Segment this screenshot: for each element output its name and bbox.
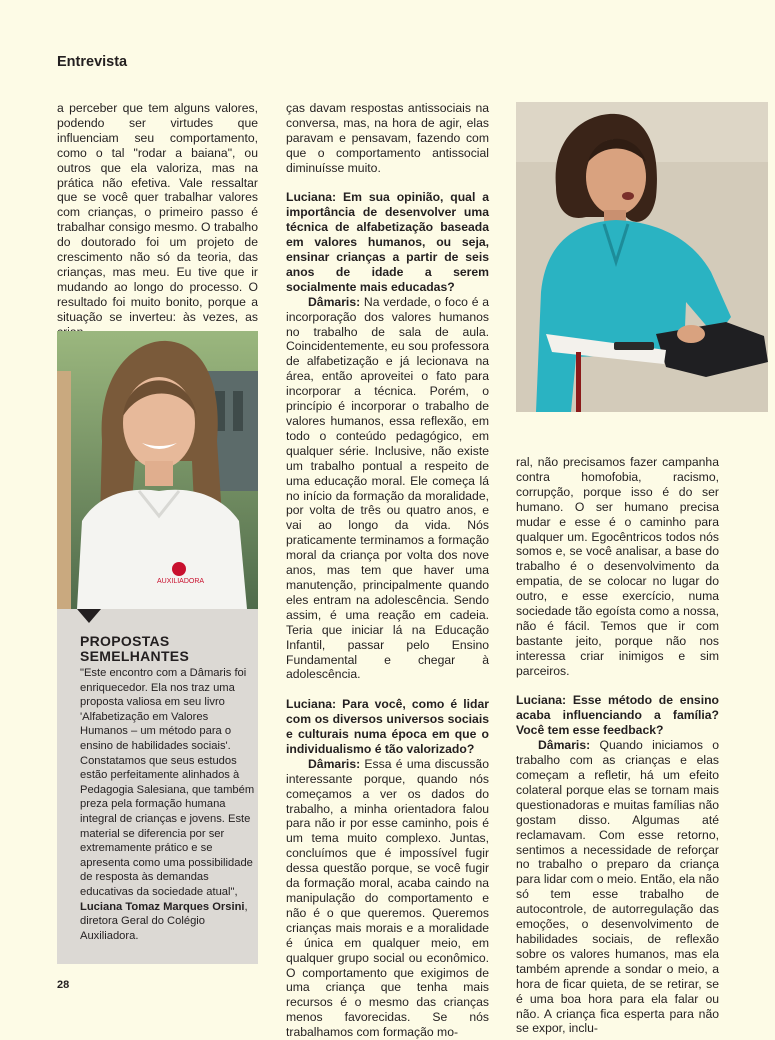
article-paragraph: ral, não precisamos fazer campanha contra homofobia, racismo, corrupção, porque isso é do ser humano. O ser humano precisa mudar e esse é o caminho para qualquer um. Egocêntricos todos nós somos e, se você analisar, a base do trabalho é o desenvolvimento da empatia, de se colocar no lugar do outro, e esse exercício, numa sociedade tão egoísta como a nossa, não é fácil. Temos que ir com bastante jeito, porque não nos interessa criar inimigos e sim parceiros. [516, 455, 719, 678]
school-logo-text: AUXILIADORA [157, 578, 205, 585]
interview-answer [286, 757, 489, 1040]
answer-text: Essa é uma discussão interessante porque, quando nós começamos a ver os dados do trabalho, a minha orientadora falou para não ir por esse caminho, pois é um tema muito complexo. Juntas, concluímos que é impossível fugir dessa questão porque, se você fugir da formação moral, acaba caindo na manipulação do comportamento e não é o que queremos. Queremos crianças mais morais e a moralidade é única em qualquer meio, em qualquer grupo social ou econômico. O comportamento que exigimos de uma criança que tenha mais recursos é o mesmo das crianças menos favorecidas. Se nós trabalhamos com formação mo- [286, 756, 489, 1040]
section-label: Entrevista [57, 54, 128, 70]
answer-speaker: Dâmaris: [538, 738, 591, 753]
article-column-1 [57, 101, 258, 340]
sidebar-title [80, 634, 189, 664]
interview-question: Luciana: Para você, como é lidar com os diversos universos sociais e culturais numa época em que o individualismo é tão valorizado? [286, 697, 489, 756]
photo-luciana-illustration [57, 331, 258, 609]
sidebar-arrow [77, 609, 101, 623]
page-number: 28 [57, 979, 70, 991]
sidebar-author: Luciana Tomaz Marques Orsini [80, 900, 245, 913]
sidebar-box [57, 609, 258, 964]
article-column-3 [516, 455, 719, 1036]
article-paragraph: a perceber que tem alguns valores, podendo ser virtudes que influenciam seu comportamento, como o tal "rodar a baiana", ou outros que ela valoriza, mas na prática não efetiva. Vale ressaltar que se você quer trabalhar valores com crianças, o primeiro passo é trabalhar consigo mesmo. O trabalho do doutorado foi um projeto de crescimento não só da teoria, das crianças, mas meu. Eu tive que ir mudando ao longo do processo. O resultado foi muito bonito, porque a situação se inverteu: às vezes, as [57, 101, 258, 324]
interview-answer [516, 738, 719, 1036]
interview-question: Luciana: Esse método de ensino acaba influenciando a família? Você tem esse feedback? [516, 693, 719, 738]
interview-answer [286, 295, 489, 683]
answer-speaker: Dâmaris: [308, 756, 361, 771]
sidebar-title-line2: SEMELHANTES [80, 648, 190, 664]
photo-damaris [516, 102, 768, 412]
school-logo-icon [172, 562, 186, 576]
sidebar-title-line1: PROPOSTAS [80, 633, 170, 649]
article-paragraph: ças davam respostas antissociais na conversa, mas, na hora de agir, elas paravam e pensavam, fazendo com que o comportamento antissocial diminuísse muito. [286, 101, 489, 175]
sidebar-author-role: , diretora Geral do Colégio Auxiliadora. [80, 900, 248, 942]
interview-question: Luciana: Em sua opinião, qual a importância de desenvolver uma técnica de alfabetização baseada em valores humanos, ou seja, ensinar crianças a partir de seis anos de idade a serem socialmente mais educadas? [286, 190, 489, 294]
answer-speaker: Dâmaris: [308, 294, 361, 309]
photo-damaris-illustration [516, 102, 768, 412]
sidebar-quote [80, 666, 256, 943]
answer-text: Na verdade, o foco é a incorporação dos valores humanos no trabalho de sala de aula. Coincidentemente, eu sou professora de alfabetização e já lecionava na área, então aproveitei o fato para incorporar a técnica. Porém, o princípio é incorporar o trabalho de valores humanos, essa reflexão, em todo o conteúdo pedagógico, em qualquer série. Inclusive, não existe um trabalho pontual a respeito de uma educação moral. Ele começa lá no início da formação da moralidade, por volta de três ou quatro anos, e vai ao longo da vida. Nós praticamente terminamos a formação moral da criança por volta dos nove anos, mas tem que haver uma manutenção, principalmente quando eles entram na adolescência. Sendo assim, é uma reação em cadeia. Teria que iniciar lá na Educação Infantil, passar pelo Ensino Fundamental e chegar à adolescência. [286, 294, 489, 682]
answer-text: Quando iniciamos o trabalho com as crianças e elas começam a refletir, há um efeito colateral porque elas se tornam mais questionadoras e muitas famílias não gostam disso. Algumas até reclamavam. Com esse retorno, sentimos a necessidade de reforçar no trabalho o preparo da criança para lidar com o meio. Então, ela não só tem esse trabalho de autocontrole, de autorregulação das emoções, o desenvolvimento de habilidades sociais, de reflexão sobre os valores humanos, mas ela também aprende a sondar o meio, a hora de ficar quieta, de se retirar, se é uma boa hora para ela falar ou não. A criança fica esperta para não se expor, inclu- [516, 738, 719, 1036]
photo-luciana [57, 331, 258, 609]
sidebar-quote-text: "Este encontro com a Dâmaris foi enriquecedor. Ela nos traz uma proposta valiosa em seu livro 'Alfabetização em Valores Humanos – um método para o ensino de habilidades sociais'. Constatamos que seus estudos estão perfeitamente alinhados à Pedagogia Salesiana, que também preza pela formação humana integral de crianças e jovens. Este material se diferencia por ser extremamente prático e se apresenta como uma possibilidade de resposta às demandas educativas da sociedade atual", [80, 667, 255, 898]
article-column-2 [286, 101, 489, 1040]
